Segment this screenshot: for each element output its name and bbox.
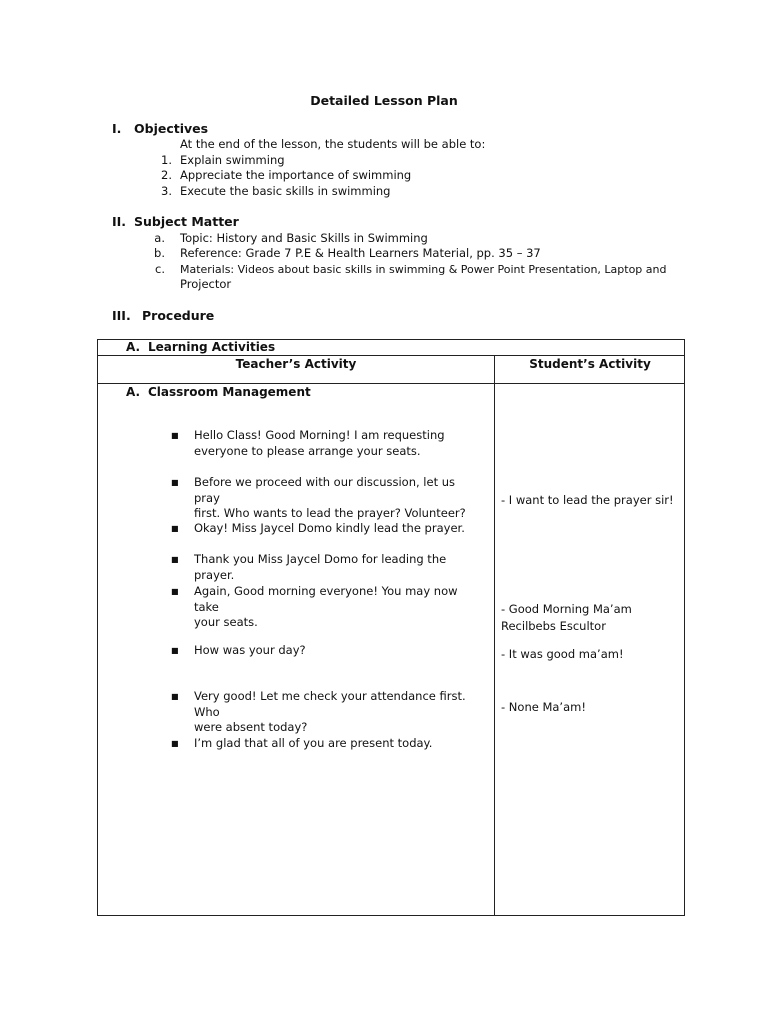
section-number: II.	[112, 214, 127, 229]
list-text: Reference: Grade 7 P.E & Health Learners Material, pp. 35 – 37	[180, 246, 541, 260]
bullet-icon: ■	[171, 646, 179, 655]
objectives-heading	[112, 121, 208, 136]
bullet-icon: ■	[171, 587, 179, 596]
teacher-activity-item	[171, 521, 474, 537]
learning-activities-heading	[126, 340, 275, 354]
item-line: Very good! Let me check your attendance first. Who	[194, 689, 466, 719]
item-line: everyone to please arrange your seats.	[194, 443, 421, 458]
list-marker: 2.	[161, 168, 172, 182]
item-line: I’m glad that all of you are present today.	[194, 736, 433, 750]
subject-matter-heading	[112, 214, 239, 229]
document-title: Detailed Lesson Plan	[310, 93, 458, 108]
bullet-icon: ■	[171, 431, 179, 440]
item-line: Okay! Miss Jaycel Domo kindly lead the prayer.	[194, 521, 465, 535]
list-marker: c.	[155, 262, 165, 276]
bullet-icon: ■	[171, 524, 179, 533]
list-text: Materials: Videos about basic skills in swimming & Power Point Presentation, Laptop and	[180, 263, 667, 276]
item-line: - I want to lead the prayer sir!	[501, 493, 674, 507]
item-line: - None Ma’am!	[501, 700, 586, 714]
item-line: How was your day?	[194, 643, 306, 657]
item-line: - Good Morning Ma’am	[501, 602, 632, 616]
item-line: Again, Good morning everyone! You may now take	[194, 584, 458, 614]
sub-marker: A.	[126, 385, 141, 399]
section-title: Subject Matter	[134, 214, 239, 229]
section-number: I.	[112, 121, 122, 136]
teacher-activity-item	[171, 428, 474, 459]
activities-table	[97, 339, 685, 916]
item-line: Thank you Miss Jaycel Domo for leading the prayer.	[194, 552, 447, 582]
student-column-header: Student’s Activity	[529, 357, 651, 371]
list-text: Explain swimming	[180, 153, 285, 167]
item-line: your seats.	[194, 615, 258, 629]
item-line: first. Who wants to lead the prayer? Volunteer?	[194, 506, 466, 520]
subject-item-continuation: Projector	[180, 277, 232, 291]
list-text: Appreciate the importance of swimming	[180, 168, 412, 182]
teacher-activity-item	[171, 552, 474, 583]
bullet-icon: ■	[171, 739, 179, 748]
section-title: Procedure	[142, 308, 215, 323]
sub-title: Classroom Management	[148, 385, 311, 399]
section-marker: A.	[126, 340, 141, 354]
student-activity-item	[501, 492, 681, 509]
student-activity-item	[501, 646, 681, 663]
teacher-activity-item	[171, 643, 474, 659]
section-title: Objectives	[134, 121, 209, 136]
teacher-column-header: Teacher’s Activity	[235, 357, 357, 371]
item-line: Recilbebs Escultor	[501, 619, 606, 633]
list-marker: 3.	[161, 184, 172, 198]
bullet-icon: ■	[171, 555, 179, 564]
list-text: Topic: History and Basic Skills in Swimming	[180, 231, 428, 245]
list-marker: 1.	[161, 153, 172, 167]
procedure-heading	[112, 308, 214, 323]
student-activity-item	[501, 699, 681, 716]
teacher-activity-item	[171, 689, 474, 736]
teacher-activity-item	[171, 736, 474, 752]
objectives-intro: At the end of the lesson, the students will be able to:	[180, 137, 486, 151]
item-line: Hello Class! Good Morning! I am requesting	[194, 428, 445, 442]
column-divider	[494, 355, 495, 915]
item-line: were absent today?	[194, 720, 308, 734]
list-text: Execute the basic skills in swimming	[180, 184, 391, 198]
bullet-icon: ■	[171, 478, 179, 487]
item-line: Before we proceed with our discussion, let us pray	[194, 475, 456, 505]
student-activity-item	[501, 601, 681, 635]
teacher-activity-item	[171, 475, 474, 522]
list-marker: a.	[154, 231, 165, 245]
table-divider	[98, 383, 684, 384]
item-line: - It was good ma’am!	[501, 647, 624, 661]
list-marker: b.	[154, 246, 165, 260]
section-title: Learning Activities	[148, 340, 276, 354]
section-number: III.	[112, 308, 131, 323]
table-divider	[98, 355, 684, 356]
classroom-management-heading	[126, 385, 311, 399]
bullet-icon: ■	[171, 692, 179, 701]
teacher-activity-item	[171, 584, 474, 631]
